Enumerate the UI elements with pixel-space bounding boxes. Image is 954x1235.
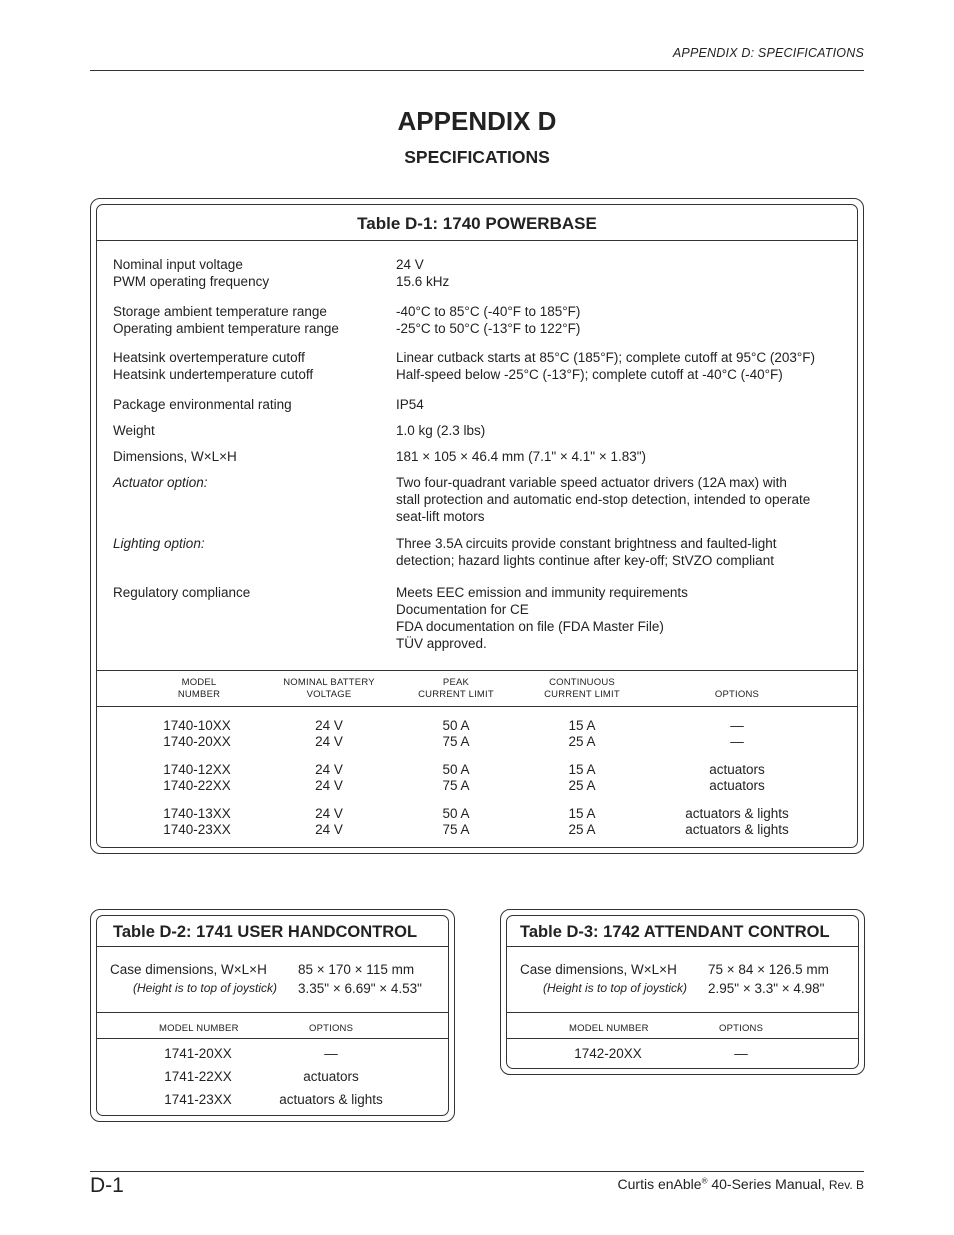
dim-in: 2.95" × 3.3" × 4.98" [708,981,825,996]
table-d3-divider [507,1012,858,1013]
col-header-model: MODEL NUMBER [569,1023,649,1034]
spec-value-line: Documentation for CE [396,602,529,617]
spec-value: Half-speed below -25°C (-13°F); complete cutoff at -40°C (-40°F) [396,367,783,382]
cell-model: 1740-22XX [163,778,231,793]
spec-value: Linear cutback starts at 85°C (185°F); complete cutoff at 95°C (203°F) [396,350,816,365]
spec-value-line: FDA documentation on file (FDA Master File) [396,619,664,634]
cell-options: actuators [709,778,765,793]
cell-model: 1741-20XX [164,1046,232,1061]
cell-options: — [324,1046,338,1061]
cell-voltage: 24 V [315,778,343,793]
header-rule [90,70,864,71]
dim-note: (Height is to top of joystick) [543,981,688,995]
cell-model: 1741-23XX [164,1092,232,1107]
col-header-continuous [522,677,642,701]
page-number: D-1 [90,1174,124,1197]
spec-label-actuator: Actuator option: [113,475,208,490]
col-header-peak [396,677,516,701]
cell-peak: 75 A [442,822,470,837]
spec-value-actuator [396,474,810,525]
registered-mark: ® [701,1176,708,1186]
col-header-options: OPTIONS [309,1023,354,1034]
dim-in: 3.35" × 6.69" × 4.53" [298,981,422,996]
spec-label: Nominal input voltage [113,257,243,272]
revision: Rev. B [828,1178,864,1192]
cell-peak: 75 A [442,778,470,793]
table-d1-divider [97,670,857,671]
table-d2-title: Table D-2: 1741 USER HANDCONTROL [97,916,448,947]
table-d1-inner [96,204,858,848]
table-d3-title: Table D-3: 1742 ATTENDANT CONTROL [507,916,858,947]
col-header-options: OPTIONS [719,1023,764,1034]
table-d3-inner [506,915,859,1069]
spec-value-line: seat-lift motors [396,509,485,524]
col-header-line: CURRENT LIMIT [544,689,620,700]
spec-value: 1.0 kg (2.3 lbs) [396,423,486,438]
spec-label: Storage ambient temperature range [113,304,327,319]
dim-label: Case dimensions, W×L×H [520,962,677,977]
dim-note: (Height is to top of joystick) [133,981,278,995]
cell-options: — [734,1046,748,1061]
spec-value-line: Two four-quadrant variable speed actuator drivers (12A max) with [396,475,787,490]
spec-label: PWM operating frequency [113,274,270,289]
page-subtitle: SPECIFICATIONS [404,147,550,167]
footer-rule [90,1171,864,1172]
spec-label-lighting: Lighting option: [113,536,205,551]
spec-label: Heatsink overtemperature cutoff [113,350,305,365]
col-header-line: MODEL [181,677,217,688]
spec-label: Heatsink undertemperature cutoff [113,367,314,382]
col-header-line: NUMBER [177,689,221,700]
cell-continuous: 25 A [568,778,596,793]
spec-label: Operating ambient temperature range [113,321,339,336]
page-title: APPENDIX D [397,106,557,136]
cell-continuous: 25 A [568,822,596,837]
spec-label: Dimensions, W×L×H [113,449,237,464]
spec-value-line: stall protection and automatic end-stop detection, intended to operate [396,492,811,507]
cell-model: 1740-10XX [163,718,231,733]
spec-value: -25°C to 50°C (-13°F to 122°F) [396,321,581,336]
cell-peak: 50 A [442,806,470,821]
cell-model: 1740-12XX [163,762,231,777]
dim-mm: 85 × 170 × 115 mm [298,962,415,977]
table-d2-divider [97,1038,448,1039]
col-header-line: NOMINAL BATTERY [283,677,375,688]
col-header-model [149,677,249,701]
table-d1-title: Table D-1: 1740 POWERBASE [97,205,857,241]
cell-model: 1741-22XX [164,1069,232,1084]
col-header-line: CURRENT LIMIT [418,689,494,700]
col-header-model: MODEL NUMBER [159,1023,239,1034]
table-d2 [90,909,455,1122]
cell-voltage: 24 V [315,734,343,749]
col-header-line: CONTINUOUS [549,677,615,688]
spec-value-line: Three 3.5A circuits provide constant brightness and faulted-light [396,536,777,551]
col-header-options: OPTIONS [714,689,760,700]
spec-value: 181 × 105 × 46.4 mm (7.1" × 4.1" × 1.83") [396,449,647,464]
table-d3-divider [507,1038,858,1039]
spec-value-regulatory [396,584,688,652]
spec-value: -40°C to 85°C (-40°F to 185°F) [396,304,581,319]
cell-options: actuators & lights [685,806,789,821]
running-head: APPENDIX D: SPECIFICATIONS [672,46,864,60]
cell-voltage: 24 V [315,806,343,821]
manual-series: 40-Series Manual, [707,1176,829,1192]
cell-continuous: 25 A [568,734,596,749]
cell-voltage: 24 V [315,762,343,777]
spec-value-line: detection; hazard lights continue after key-off; StVZO compliant [396,553,774,568]
cell-model: 1740-20XX [163,734,231,749]
spec-label: Package environmental rating [113,397,292,412]
manual-title [618,1176,864,1192]
table-d3 [500,909,865,1075]
cell-continuous: 15 A [568,806,596,821]
cell-voltage: 24 V [315,718,343,733]
cell-peak: 50 A [442,718,470,733]
cell-continuous: 15 A [568,718,596,733]
spec-label: Weight [113,423,155,438]
cell-options: — [730,718,744,733]
spec-value-line: Meets EEC emission and immunity requirements [396,585,688,600]
table-d1-divider [97,706,857,707]
cell-options: actuators [709,762,765,777]
cell-continuous: 15 A [568,762,596,777]
cell-options: actuators & lights [685,822,789,837]
cell-model: 1740-23XX [163,822,231,837]
spec-value: 15.6 kHz [396,274,450,289]
col-header-line: VOLTAGE [306,689,352,700]
cell-options: actuators & lights [279,1092,383,1107]
spec-value: IP54 [396,397,424,412]
spec-value: 24 V [396,257,424,272]
table-d2-inner [96,915,449,1116]
cell-model: 1740-13XX [163,806,231,821]
dim-label: Case dimensions, W×L×H [110,962,267,977]
col-header-line: PEAK [442,677,470,688]
cell-peak: 75 A [442,734,470,749]
cell-model: 1742-20XX [574,1046,642,1061]
spec-value-lighting [396,535,776,569]
table-d2-divider [97,1012,448,1013]
dim-mm: 75 × 84 × 126.5 mm [708,962,829,977]
table-d1 [90,198,864,854]
cell-peak: 50 A [442,762,470,777]
manual-name: Curtis enAble [617,1176,702,1192]
cell-voltage: 24 V [315,822,343,837]
cell-options: actuators [303,1069,359,1084]
spec-value-line: TÜV approved. [396,636,487,651]
spec-label-regulatory: Regulatory compliance [113,585,251,600]
col-header-voltage [269,677,389,701]
cell-options: — [730,734,744,749]
